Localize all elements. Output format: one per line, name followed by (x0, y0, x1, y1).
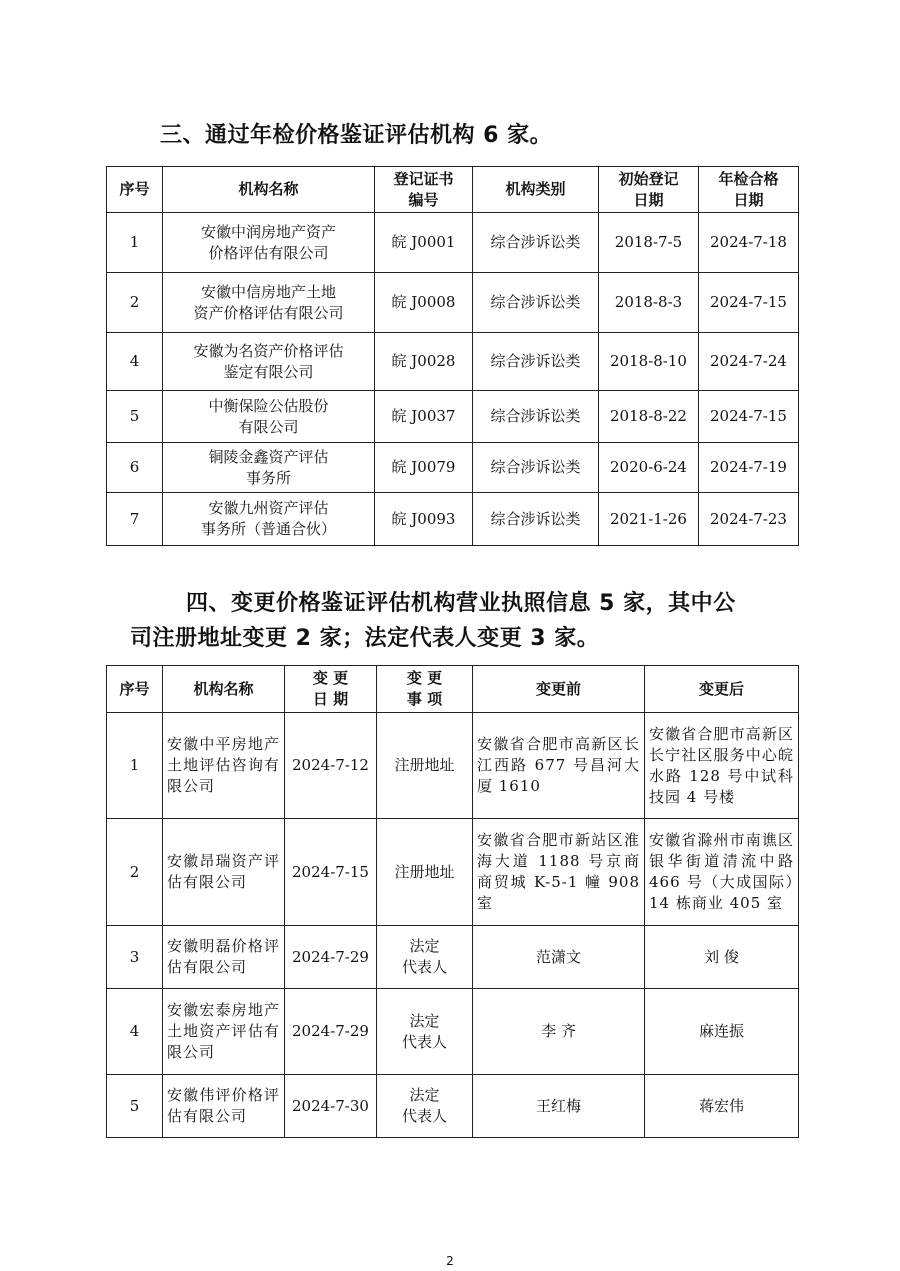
cell-type: 综合涉诉讼类 (473, 213, 599, 273)
cell-cert: 皖 J0093 (375, 493, 473, 546)
col-header-name: 机构名称 (163, 666, 285, 713)
cell-after: 安徽省滁州市南谯区银华街道清流中路 466 号（大成国际）14 栋商业 405 室 (645, 819, 799, 926)
cell-no: 1 (107, 213, 163, 273)
cell-org-name: 安徽明磊价格评估有限公司 (163, 926, 285, 989)
table-row (107, 1075, 799, 1138)
col-header-no: 序号 (107, 167, 163, 213)
col-header-before: 变更前 (473, 666, 645, 713)
cell-no: 7 (107, 493, 163, 546)
table-row (107, 391, 799, 443)
cell-org-name: 安徽伟评价格评估有限公司 (163, 1075, 285, 1138)
cell-org-name: 安徽中信房地产土地 资产价格评估有限公司 (163, 273, 375, 333)
col-header-name: 机构名称 (163, 167, 375, 213)
col-header-reg-date: 初始登记 日期 (599, 167, 699, 213)
table-row (107, 493, 799, 546)
cell-after: 刘 俊 (645, 926, 799, 989)
cell-pass-date: 2024-7-23 (699, 493, 799, 546)
cell-pass-date: 2024-7-15 (699, 273, 799, 333)
cell-no: 1 (107, 713, 163, 819)
col-header-type: 机构类别 (473, 167, 599, 213)
table-row (107, 989, 799, 1075)
cell-after: 麻连振 (645, 989, 799, 1075)
col-header-after: 变更后 (645, 666, 799, 713)
cell-change-date: 2024-7-15 (285, 819, 377, 926)
cell-reg-date: 2018-8-22 (599, 391, 699, 443)
cell-org-name: 安徽昂瑞资产评估有限公司 (163, 819, 285, 926)
col-header-cert: 登记证书 编号 (375, 167, 473, 213)
cell-change-date: 2024-7-29 (285, 989, 377, 1075)
cell-no: 5 (107, 391, 163, 443)
cell-pass-date: 2024-7-15 (699, 391, 799, 443)
cell-no: 2 (107, 273, 163, 333)
col-header-pass-date: 年检合格 日期 (699, 167, 799, 213)
section3-heading: 三、通过年检价格鉴证评估机构 6 家。 (160, 123, 553, 148)
cell-change-item: 法定 代表人 (377, 989, 473, 1075)
cell-no: 5 (107, 1075, 163, 1138)
col-header-change-item: 变 更 事 项 (377, 666, 473, 713)
cell-org-name: 铜陵金鑫资产评估 事务所 (163, 443, 375, 493)
table-row (107, 443, 799, 493)
cell-cert: 皖 J0079 (375, 443, 473, 493)
table-row (107, 926, 799, 989)
cell-no: 4 (107, 333, 163, 391)
cell-reg-date: 2018-7-5 (599, 213, 699, 273)
cell-pass-date: 2024-7-18 (699, 213, 799, 273)
cell-org-name: 安徽中润房地产资产 价格评估有限公司 (163, 213, 375, 273)
cell-type: 综合涉诉讼类 (473, 333, 599, 391)
cell-reg-date: 2018-8-3 (599, 273, 699, 333)
cell-reg-date: 2021-1-26 (599, 493, 699, 546)
cell-before: 范潇文 (473, 926, 645, 989)
cell-org-name: 安徽九州资产评估 事务所（普通合伙） (163, 493, 375, 546)
col-header-no: 序号 (107, 666, 163, 713)
cell-org-name: 中衡保险公估股份 有限公司 (163, 391, 375, 443)
cell-org-name: 安徽中平房地产土地评估咨询有限公司 (163, 713, 285, 819)
col-header-change-date: 变 更 日 期 (285, 666, 377, 713)
cell-before: 安徽省合肥市高新区长江西路 677 号昌河大厦 1610 (473, 713, 645, 819)
cell-change-item: 注册地址 (377, 713, 473, 819)
cell-org-name: 安徽为名资产价格评估 鉴定有限公司 (163, 333, 375, 391)
cell-change-item: 注册地址 (377, 819, 473, 926)
cell-before: 李 齐 (473, 989, 645, 1075)
table-header-row (107, 167, 799, 213)
cell-change-date: 2024-7-29 (285, 926, 377, 989)
section4-heading-line2: 司注册地址变更 2 家；法定代表人变更 3 家。 (130, 626, 600, 651)
cell-pass-date: 2024-7-19 (699, 443, 799, 493)
cell-reg-date: 2020-6-24 (599, 443, 699, 493)
cell-change-date: 2024-7-12 (285, 713, 377, 819)
cell-before: 安徽省合肥市新站区淮海大道 1188 号京商商贸城 K-5-1 幢 908 室 (473, 819, 645, 926)
cell-org-name: 安徽宏泰房地产土地资产评估有限公司 (163, 989, 285, 1075)
cell-cert: 皖 J0028 (375, 333, 473, 391)
table-row (107, 713, 799, 819)
cell-change-item: 法定 代表人 (377, 1075, 473, 1138)
section4-heading-line1: 四、变更价格鉴证评估机构营业执照信息 5 家，其中公 (186, 591, 736, 616)
cell-no: 4 (107, 989, 163, 1075)
page-number: 2 (446, 1254, 454, 1268)
cell-change-item: 法定 代表人 (377, 926, 473, 989)
cell-cert: 皖 J0008 (375, 273, 473, 333)
table-header-row (107, 666, 799, 713)
cell-change-date: 2024-7-30 (285, 1075, 377, 1138)
cell-before: 王红梅 (473, 1075, 645, 1138)
cell-cert: 皖 J0001 (375, 213, 473, 273)
cell-no: 6 (107, 443, 163, 493)
cell-no: 3 (107, 926, 163, 989)
table-row (107, 273, 799, 333)
cell-type: 综合涉诉讼类 (473, 391, 599, 443)
cell-after: 安徽省合肥市高新区长宁社区服务中心皖水路 128 号中试科技园 4 号楼 (645, 713, 799, 819)
cell-type: 综合涉诉讼类 (473, 443, 599, 493)
table-row (107, 213, 799, 273)
cell-after: 蒋宏伟 (645, 1075, 799, 1138)
license-change-table (106, 665, 799, 1138)
cell-type: 综合涉诉讼类 (473, 273, 599, 333)
cell-cert: 皖 J0037 (375, 391, 473, 443)
cell-reg-date: 2018-8-10 (599, 333, 699, 391)
cell-type: 综合涉诉讼类 (473, 493, 599, 546)
cell-pass-date: 2024-7-24 (699, 333, 799, 391)
annual-inspection-table (106, 166, 799, 546)
table-row (107, 333, 799, 391)
cell-no: 2 (107, 819, 163, 926)
table-row (107, 819, 799, 926)
